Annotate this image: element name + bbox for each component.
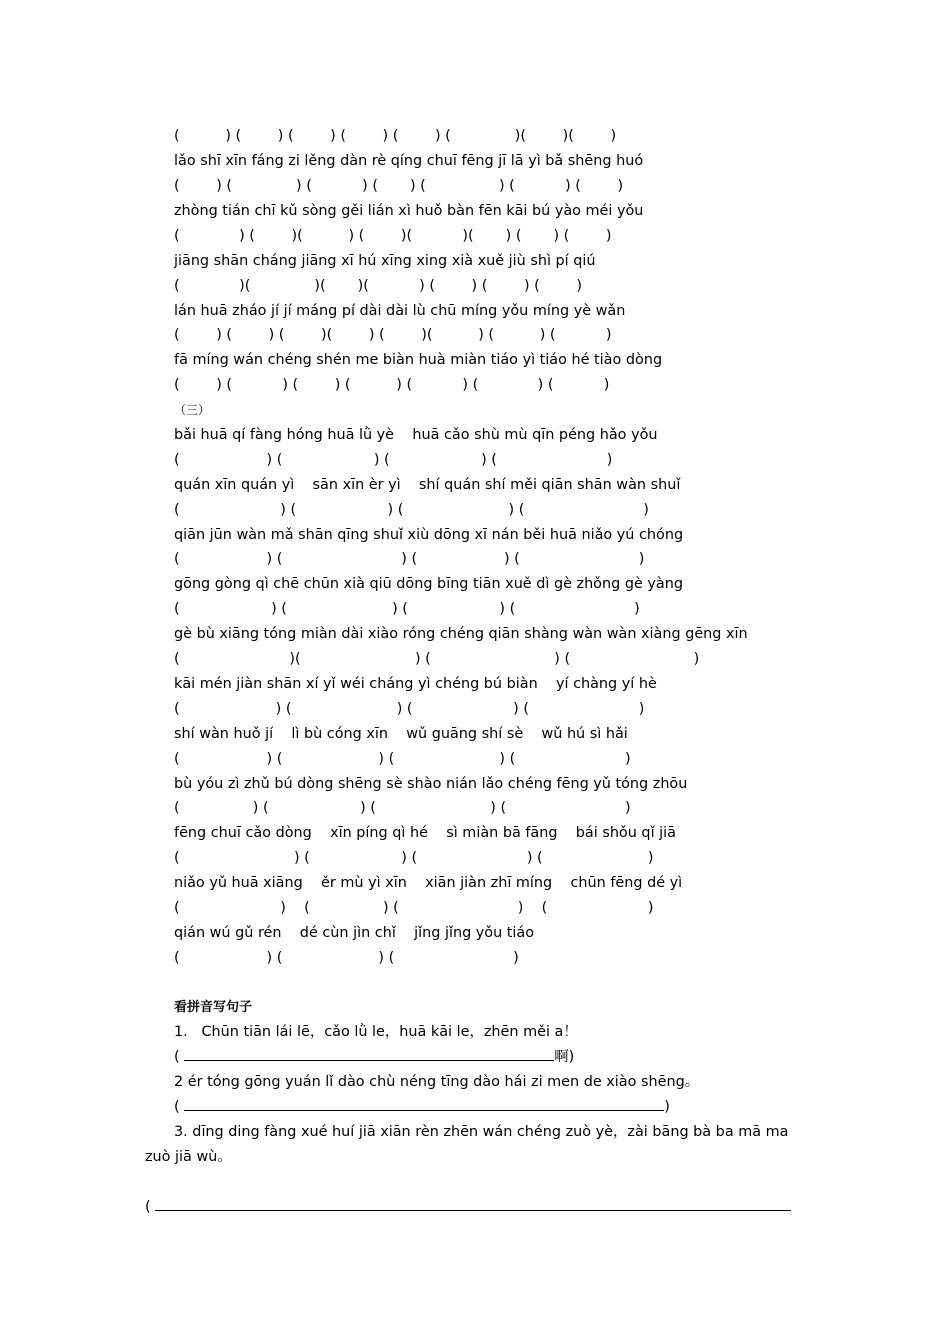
answer-line[interactable] [174,1047,574,1067]
answer-line[interactable] [174,1097,670,1117]
pinyin-row: zhòng tián chī kǔ sòng gěi lián xì huǒ bàn fēn kāi bú yào méi yǒu [174,203,644,219]
section-title: 看拼音写句子 [174,1000,253,1015]
blank-row: ( ) ( ) ( ) ( ) ( ) ( ) ( ) [174,377,610,393]
blank-row: ( ) ( ) ( ) ( ) ( ) ( )( )( ) [174,128,617,144]
answer-open: ( [174,1099,180,1115]
pinyin-row: bù yóu zì zhǔ bú dòng shēng sè shào nián lǎo chéng fēng yǔ tóng zhōu [174,776,688,792]
pinyin-row: qiān jūn wàn mǎ shān qīng shuǐ xiù dōng xī nán běi huā niǎo yú chóng [174,527,684,543]
answer-open: ( [145,1199,151,1215]
sentence-prompt-continued: zuò jiā wù。 [145,1149,232,1165]
section-heading: （三） [174,403,211,417]
blank-row: ( ) ( ) ( ) ( ) [174,850,654,866]
answer-open: ( [174,1049,180,1065]
sentence-prompt: 2 ér tóng gōng yuán lǐ dào chù néng tīng dào hái zi men de xiào shēng。 [174,1074,700,1090]
pinyin-row: quán xīn quán yì sān xīn èr yì shí quán shí měi qiān shān wàn shuǐ [174,477,681,493]
pinyin-row: shí wàn huǒ jí lì bù cóng xīn wǔ guāng shí sè wǔ hú sì hǎi [174,726,628,742]
pinyin-row: lǎo shī xīn fáng zi lěng dàn rè qíng chuī fēng jī lā yì bǎ shēng huó [174,153,644,169]
blank-row: ( ) ( ) ( ) ( ) ( ) ( ) ( ) [174,178,624,194]
blank-row: ( ) ( ) ( ) ( ) [174,900,654,916]
blank-row: ( ) ( ) ( ) ( ) [174,551,645,567]
sentence-prompt: 1. Chūn tiān lái lē，cǎo lǜ le，huā kāi le，zhēn měi a！ [174,1024,578,1040]
blank-row: ( ) ( ) ( ) [174,950,519,966]
pinyin-row: qián wú gǔ rén dé cùn jìn chǐ jǐng jǐng yǒu tiáo [174,925,535,941]
blank-row: ( ) ( ) ( )( ) ( )( ) ( ) ( ) [174,327,612,343]
answer-blank[interactable] [155,1210,791,1211]
pinyin-row: kāi mén jiàn shān xí yǐ wéi cháng yì chéng bú biàn yí chàng yí hè [174,676,657,692]
blank-row: ( )( ) ( ) ( ) [174,651,700,667]
answer-blank[interactable] [184,1110,664,1111]
answer-close: 啊) [554,1049,575,1065]
pinyin-row: gōng gòng qì chē chūn xià qiū dōng bīng tiān xuě dì gè zhǒng gè yàng [174,576,683,592]
blank-row: ( ) ( ) ( ) ( ) [174,452,613,468]
answer-blank[interactable] [184,1060,554,1061]
blank-row: ( ) ( ) ( ) ( ) [174,751,631,767]
pinyin-row: jiāng shān cháng jiāng xī hú xīng xing xià xuě jiù shì pí qiú [174,253,596,269]
answer-close: ) [664,1099,670,1115]
blank-row: ( ) ( )( ) ( )( )( ) ( ) ( ) [174,228,612,244]
pinyin-row: niǎo yǔ huā xiāng ěr mù yì xīn xiān jiàn zhī míng chūn fēng dé yì [174,875,683,891]
blank-row: ( )( )( )( ) ( ) ( ) ( ) [174,278,582,294]
blank-row: ( ) ( ) ( ) ( ) [174,800,631,816]
blank-row: ( ) ( ) ( ) ( ) [174,701,645,717]
pinyin-row: bǎi huā qí fàng hóng huā lǜ yè huā cǎo shù mù qīn péng hǎo yǒu [174,427,658,443]
pinyin-row: fēng chuī cǎo dòng xīn píng qì hé sì miàn bā fāng bái shǒu qǐ jiā [174,825,676,841]
blank-row: ( ) ( ) ( ) ( ) [174,502,649,518]
answer-line[interactable] [145,1197,791,1217]
pinyin-row: fā míng wán chéng shén me biàn huà miàn tiáo yì tiáo hé tiào dòng [174,352,663,368]
sentence-prompt: 3. dīng ding fàng xué huí jiā xiān rèn zhēn wán chéng zuò yè，zài bāng bà ba mā ma [174,1124,789,1140]
pinyin-row: gè bù xiāng tóng miàn dài xiào róng chéng qiān shàng wàn wàn xiàng gēng xīn [174,626,748,642]
blank-row: ( ) ( ) ( ) ( ) [174,601,640,617]
pinyin-row: lán huā zháo jí jí máng pí dài dài lù chū míng yǒu míng yè wǎn [174,303,626,319]
